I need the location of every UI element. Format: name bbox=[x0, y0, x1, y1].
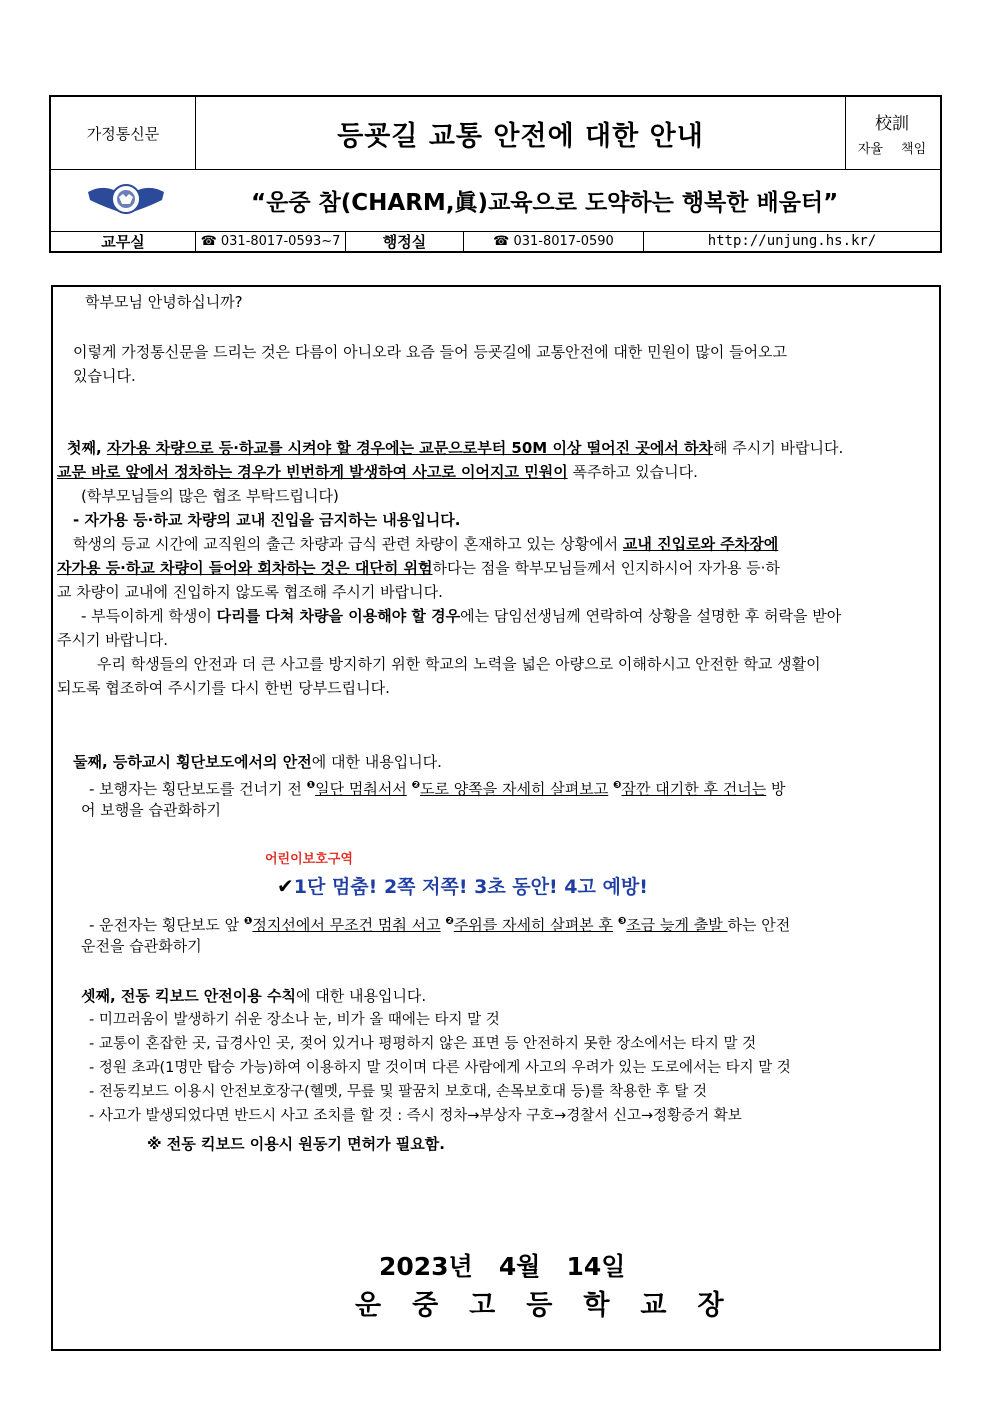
school-slogan: “운중 참(CHARM,眞)교육으로 도약하는 행복한 배움터” bbox=[251, 189, 839, 216]
second-line-2b: 방 bbox=[766, 780, 786, 798]
campaign-line bbox=[277, 875, 648, 899]
driver-step-1-icon: ❶ bbox=[243, 916, 253, 927]
admin-phone: ☎ 031-8017-0590 bbox=[464, 231, 644, 251]
school-emblem-icon bbox=[86, 178, 166, 222]
step-2: 도로 양쪽을 자세히 살펴보고 bbox=[420, 780, 609, 798]
header-row-slogan bbox=[51, 169, 940, 232]
license-note: ※ 전동 킥보드 이용시 원동기 면허가 필요함. bbox=[147, 1135, 445, 1153]
first-line-9: 주시기 바랍니다. bbox=[57, 631, 168, 649]
school-name-principal: 운중고등학교장 bbox=[355, 1290, 755, 1321]
letter-body bbox=[51, 285, 941, 1351]
step-1-icon: ❶ bbox=[306, 780, 316, 791]
school-motto bbox=[844, 97, 940, 169]
first-danger: 자가용 등·하교 차량이 들어와 회차하는 것은 대단히 위험 bbox=[57, 559, 433, 577]
driver-step-3: 조금 늦게 출발 bbox=[626, 916, 728, 934]
third-heading-tail: 에 대한 내용입니다. bbox=[295, 987, 427, 1005]
first-line-4: - 자가용 등·하교 차량의 교내 진입을 금지하는 내용입니다. bbox=[73, 511, 461, 529]
third-item-2: - 교통이 혼잡한 곳, 급경사인 곳, 젖어 있거나 평평하지 않은 표면 등 안전하지 못한 장소에서는 타지 말 것 bbox=[89, 1036, 757, 1052]
first-line-5 bbox=[73, 533, 778, 555]
first-line-6b: 하다는 점을 학부모님들께서 인지하시어 자가용 등·하 bbox=[432, 559, 780, 577]
driver-step-2: 주위를 자세히 살펴본 후 bbox=[453, 916, 614, 934]
second-line-2a: - 보행자는 횡단보도를 건너기 전 bbox=[89, 780, 307, 798]
school-zone-label: 어린이보호구역 bbox=[265, 852, 353, 867]
third-item-1: - 미끄러움이 발생하기 쉬운 장소나 눈, 비가 올 때에는 타지 말 것 bbox=[89, 1012, 500, 1028]
first-line-5a: 학생의 등교 시간에 교직원의 출근 차량과 급식 관련 차량이 혼재하고 있는 상황에서 bbox=[73, 535, 623, 553]
step-3-icon: ❸ bbox=[613, 780, 622, 791]
driver-step-1: 정지선에서 무조건 멈춰 서고 bbox=[252, 916, 441, 934]
letter-header bbox=[49, 95, 942, 253]
second-line-4 bbox=[89, 911, 790, 936]
header-row-title bbox=[51, 97, 940, 170]
third-item-3: - 정원 초과(1명만 탑승 가능)하여 이용하지 말 것이며 다른 사람에게 사고의 우려가 있는 도로에서는 타지 말 것 bbox=[89, 1060, 791, 1076]
letter-kind: 가정통신문 bbox=[51, 97, 196, 169]
second-line-5: 운전을 습관화하기 bbox=[81, 937, 202, 955]
third-heading: 셋째, 전동 킥보드 안전이용 수칙 bbox=[81, 987, 296, 1005]
school-website[interactable]: http://unjung.hs.kr/ bbox=[707, 233, 877, 249]
second-heading-tail: 에 대한 내용입니다. bbox=[311, 753, 442, 771]
first-line-8 bbox=[81, 605, 841, 627]
first-line-11: 되도록 협조하여 주시기를 다시 한번 당부드립니다. bbox=[57, 679, 390, 697]
driver-step-2-icon: ❷ bbox=[445, 916, 454, 927]
third-line-1 bbox=[81, 985, 426, 1007]
second-line-4a: - 운전자는 횡단보도 앞 bbox=[89, 916, 244, 934]
first-line-10: 우리 학생들의 안전과 더 큰 사고를 방지하기 위한 학교의 노력을 넓은 아량으로 이해하시고 안전한 학교 생활이 bbox=[97, 655, 821, 673]
admin-label: 행정실 bbox=[346, 231, 464, 251]
first-request: 해 주시기 바랍니다. bbox=[713, 439, 844, 457]
motto-value: 자율 책임 bbox=[857, 142, 927, 157]
first-problem: 교문 바로 앞에서 정차하는 경우가 빈번하게 발생하여 사고로 이어지고 민원이 bbox=[57, 463, 568, 481]
first-line-3: (학부모님들의 많은 협조 부탁드립니다) bbox=[81, 487, 339, 505]
greeting: 학부모님 안녕하십니까? bbox=[85, 293, 243, 311]
first-line-8c: 에는 담임선생님께 연락하여 상황을 설명한 후 허락을 받아 bbox=[460, 607, 842, 625]
third-item-4: - 전동킥보드 이용시 안전보호장구(헬멧, 무릎 및 팔꿈치 보호대, 손목보호대 등)를 착용한 후 탈 것 bbox=[89, 1084, 707, 1100]
first-problem-tail: 폭주하고 있습니다. bbox=[567, 463, 698, 481]
third-item-5: - 사고가 발생되었다면 반드시 사고 조치를 할 것 : 즉시 정차→부상자 구호→경찰서 신고→정황증거 확보 bbox=[89, 1108, 742, 1124]
intro-line-2: 있습니다. bbox=[73, 367, 136, 385]
check-icon: ✔ bbox=[277, 874, 294, 898]
second-heading: 둘째, 등하교시 횡단보도에서의 안전 bbox=[73, 753, 312, 771]
first-heading: 첫째, bbox=[67, 439, 107, 457]
first-line-7: 교 차량이 교내에 진입하지 않도록 협조해 주시기 바랍니다. bbox=[57, 583, 443, 601]
first-injury: 다리를 다쳐 차량을 이용해야 할 경우 bbox=[216, 607, 461, 625]
second-line-3: 어 보행을 습관화하기 bbox=[81, 801, 221, 819]
step-3: 잠깐 대기한 후 bbox=[621, 780, 723, 798]
intro-line-1: 이렇게 가정통신문을 드리는 것은 다름이 아니오라 요즘 들어 등굣길에 교통안전에 대한 민원이 많이 들어오고 bbox=[73, 343, 788, 361]
first-dropoff: 교문으로부터 50M 이상 떨어진 곳에서 하차 bbox=[414, 439, 714, 457]
step-1: 일단 멈춰서서 bbox=[315, 780, 407, 798]
header-row-contacts bbox=[51, 231, 940, 251]
second-line-1 bbox=[73, 751, 442, 773]
campaign-slogan: 1단 멈춤! 2쪽 저쪽! 3초 동안! 4고 예방! bbox=[293, 876, 648, 898]
driver-step-3-icon: ❸ bbox=[617, 916, 627, 927]
letter-title: 등굣길 교통 안전에 대한 안내 bbox=[196, 97, 846, 169]
first-line-2 bbox=[57, 461, 698, 483]
first-condition: 자가용 차량으로 등·하교를 시켜야 할 경우에는 bbox=[106, 439, 415, 457]
first-line-1 bbox=[67, 437, 843, 459]
issue-date: 2023년 4월 14일 bbox=[379, 1252, 626, 1281]
second-line-2 bbox=[89, 775, 786, 800]
office-phone: ☎ 031-8017-0593~7 bbox=[196, 231, 346, 251]
second-line-4b: 하는 안전 bbox=[727, 916, 791, 934]
motto-label: 校訓 bbox=[875, 114, 909, 134]
office-label: 교무실 bbox=[51, 231, 196, 251]
step-4: 건너는 bbox=[722, 780, 767, 798]
first-line-8a: - 부득이하게 학생이 bbox=[81, 607, 217, 625]
first-line-5b: 교내 진입로와 주차장에 bbox=[622, 535, 779, 553]
first-line-6 bbox=[57, 557, 780, 579]
step-2-icon: ❷ bbox=[411, 780, 421, 791]
